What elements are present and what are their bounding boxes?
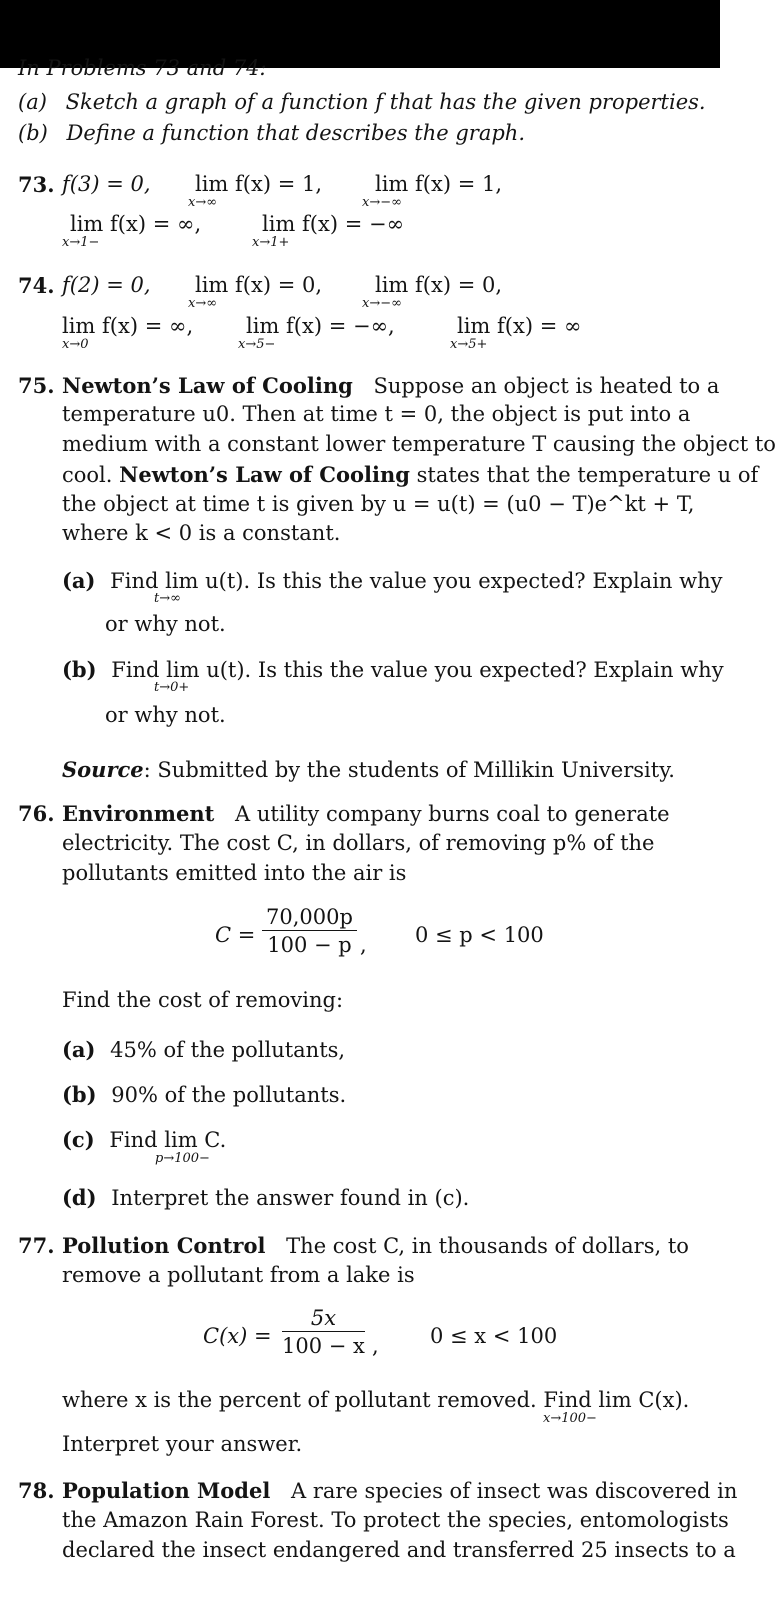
p75-title: Newton’s Law of Cooling [62, 373, 353, 398]
p75-b-label: (b) [62, 657, 97, 682]
task-b-text: Define a function that describes the graph. [66, 121, 526, 145]
p73-lim3-sub: x→1− [62, 235, 100, 250]
p75-a-sub: t→∞ [154, 591, 181, 606]
p76-part-b [62, 1084, 346, 1106]
p74-lim1: lim f(x) = 0, [195, 273, 323, 297]
p75-b-cont: or why not. [105, 703, 226, 727]
p75-source-label: Source [62, 757, 144, 782]
p73-lim1-sub: x→∞ [188, 195, 218, 210]
p76-d-label: (d) [62, 1185, 97, 1210]
problem-75-number: 75. [18, 373, 55, 398]
task-b [18, 123, 525, 144]
p74-f2: f(2) = 0, [62, 273, 151, 297]
p78-line3: declared the insect endangered and transferred 25 insects to a [62, 1538, 736, 1562]
task-a-label: (a) [18, 90, 47, 114]
p74-lim1-sub: x→∞ [188, 296, 218, 311]
p77-line4: Interpret your answer. [62, 1432, 303, 1456]
p76-line1-text: A utility company burns coal to generate [235, 802, 670, 826]
problem-74-number: 74. [18, 273, 55, 298]
p77-title: Pollution Control [62, 1233, 266, 1258]
p75-a-cont: or why not. [105, 612, 226, 636]
p75-line2: temperature u0. Then at time t = 0, the object is put into a [62, 402, 691, 426]
p74-lim3-sub: x→0 [62, 337, 89, 352]
p77-eq-lhs: C(x) = [203, 1324, 272, 1348]
p76-line1 [62, 803, 670, 825]
p77-eq-fraction [282, 1305, 365, 1361]
p75-line3: medium with a constant lower temperature T causing the object to [62, 432, 776, 456]
p74-lim5: lim f(x) = ∞ [457, 314, 582, 338]
p73-lim4-sub: x→1+ [252, 235, 290, 250]
problem-76-number: 76. [18, 801, 55, 826]
p75-line4 [62, 464, 758, 486]
p75-part-b [62, 659, 724, 681]
p76-line3: pollutants emitted into the air is [62, 861, 407, 885]
p75-line1 [62, 375, 719, 397]
p77-line1 [62, 1235, 689, 1257]
p76-part-a [62, 1039, 345, 1061]
p75-line4b: Newton’s Law of Cooling [119, 462, 410, 487]
p77-line1-text: The cost C, in thousands of dollars, to [286, 1234, 689, 1258]
p77-line3: where x is the percent of pollutant removed. Find lim C(x). [62, 1388, 690, 1412]
p78-line2: the Amazon Rain Forest. To protect the species, entomologists [62, 1508, 729, 1532]
p74-lim2-sub: x→−∞ [362, 296, 402, 311]
p78-line1-text: A rare species of insect was discovered in [291, 1479, 738, 1503]
p75-b-text: Find lim u(t). Is this the value you expected? Explain why [111, 658, 724, 682]
p73-lim4: lim f(x) = −∞ [262, 212, 405, 236]
p76-eq-domain: 0 ≤ p < 100 [415, 923, 544, 947]
p74-lim5-sub: x→5+ [450, 337, 488, 352]
p75-b-sub: t→0+ [154, 680, 190, 695]
p76-prompt: Find the cost of removing: [62, 988, 344, 1012]
p74-lim4-sub: x→5− [238, 337, 276, 352]
p76-b-text: 90% of the pollutants. [111, 1083, 347, 1107]
p76-c-sub: p→100− [155, 1151, 210, 1166]
problem-78-number: 78. [18, 1478, 55, 1503]
p75-a-text: Find lim u(t). Is this the value you expected? Explain why [110, 569, 723, 593]
p76-c-text: Find lim C. [109, 1128, 227, 1152]
p75-line6: where k < 0 is a constant. [62, 521, 341, 545]
p77-line2: remove a pollutant from a lake is [62, 1263, 415, 1287]
p77-eq-comma: , [372, 1334, 379, 1358]
p76-eq-lhs: C = [215, 923, 256, 947]
p77-eq-domain: 0 ≤ x < 100 [430, 1324, 558, 1348]
p75-line4c: states that the temperature u of [416, 463, 759, 487]
p75-line4a: cool. [62, 463, 113, 487]
p75-line5: the object at time t is given by u = u(t) = (u0 − T)e^kt + T, [62, 492, 695, 516]
p73-lim3: lim f(x) = ∞, [70, 212, 202, 236]
p78-line1 [62, 1480, 737, 1502]
task-a-text: Sketch a graph of a function f that has the given properties. [65, 90, 706, 114]
p73-lim2-sub: x→−∞ [362, 195, 402, 210]
task-b-label: (b) [18, 121, 48, 145]
p76-b-label: (b) [62, 1082, 97, 1107]
p76-c-label: (c) [62, 1127, 95, 1152]
p73-lim1: lim f(x) = 1, [195, 172, 323, 196]
p76-eq-fraction [262, 904, 357, 960]
p77-eq-numerator: 5x [282, 1305, 365, 1332]
p74-lim2: lim f(x) = 0, [375, 273, 503, 297]
p76-title: Environment [62, 801, 215, 826]
p73-f3: f(3) = 0, [62, 172, 151, 196]
intro-line: In Problems 73 and 74: [18, 56, 267, 80]
p74-lim3: lim f(x) = ∞, [62, 314, 194, 338]
p77-line3-sub: x→100− [543, 1411, 597, 1426]
p76-eq-numerator: 70,000p [262, 904, 357, 931]
p75-line1-text: Suppose an object is heated to a [373, 374, 720, 398]
p75-source [62, 759, 675, 781]
p75-part-a [62, 570, 722, 592]
p78-title: Population Model [62, 1478, 271, 1503]
p73-lim2: lim f(x) = 1, [375, 172, 503, 196]
p75-a-label: (a) [62, 568, 96, 593]
problem-73-number: 73. [18, 172, 55, 197]
p76-d-text: Interpret the answer found in (c). [111, 1186, 470, 1210]
p76-part-d [62, 1187, 469, 1209]
p75-source-text: : Submitted by the students of Millikin University. [143, 758, 675, 782]
p76-a-label: (a) [62, 1037, 96, 1062]
task-a [18, 92, 706, 113]
problem-77-number: 77. [18, 1233, 55, 1258]
p76-eq-comma: , [360, 933, 367, 957]
p77-eq-denominator: 100 − x [282, 1334, 365, 1359]
p76-a-text: 45% of the pollutants, [110, 1038, 346, 1062]
p74-lim4: lim f(x) = −∞, [246, 314, 395, 338]
p76-part-c [62, 1129, 226, 1151]
p76-line2: electricity. The cost C, in dollars, of removing p% of the [62, 831, 655, 855]
p76-eq-denominator: 100 − p [267, 933, 352, 958]
